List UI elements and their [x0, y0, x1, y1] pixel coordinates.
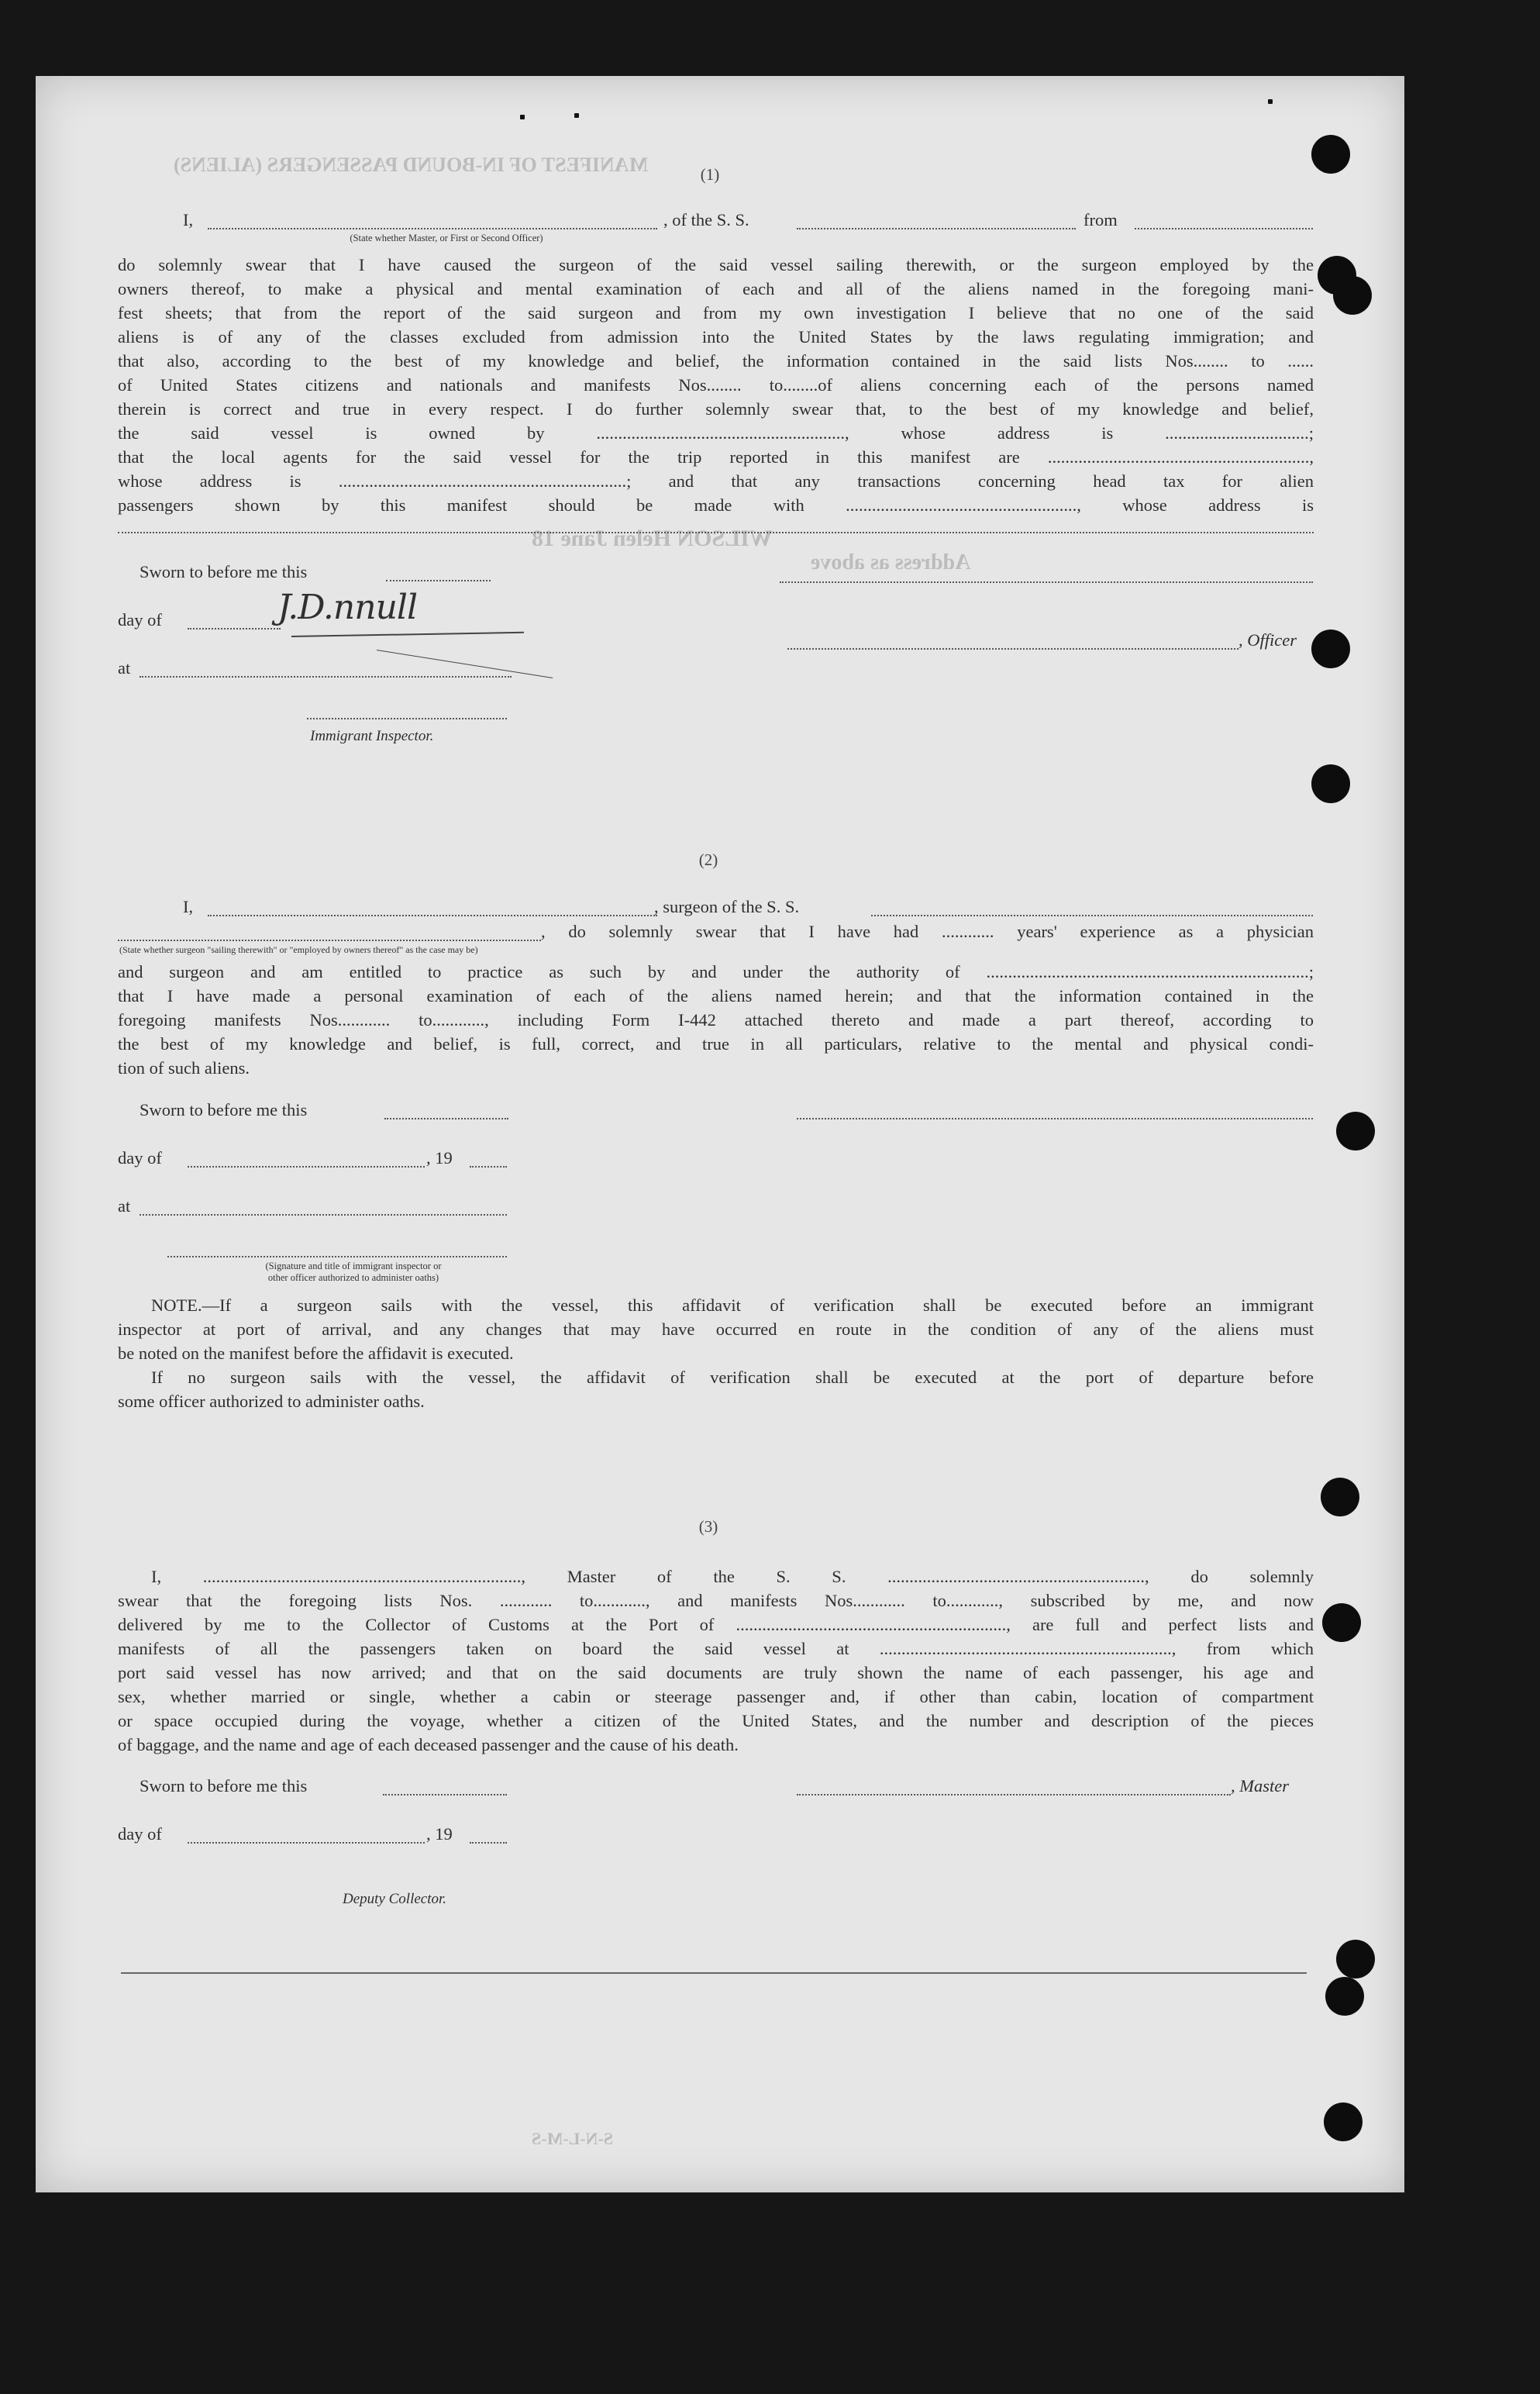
- oath-line: that I have made a personal examination of each of the aliens named herein; and that the information contained in the: [118, 986, 1314, 1006]
- from-label: from: [1084, 210, 1118, 229]
- day-of-label: day of: [118, 1148, 162, 1168]
- surgeon-status-note: (State whether surgeon "sailing therewith" or "employed by owners thereof" as the case may be): [119, 944, 478, 955]
- year-label: , 19: [426, 1824, 453, 1844]
- oath-line: therein is correct and true in every respect. I do further solemnly swear that, to the best of my knowledge and belief,: [118, 399, 1314, 419]
- sworn-label: Sworn to before me this: [140, 1776, 308, 1796]
- officer-rank-note: (State whether Master, or First or Second Officer): [350, 233, 543, 243]
- day-of-blank: [188, 1166, 425, 1168]
- scan-speck: [1268, 99, 1273, 104]
- surgeon-status-blank: [118, 940, 541, 941]
- inspector-signature: J.D.nnull: [277, 588, 418, 627]
- bleed-through-text: S-N-L-M-S: [532, 2129, 614, 2148]
- section-2-pronoun: I,: [183, 897, 194, 916]
- master-signature-blank: [797, 1794, 1231, 1796]
- punch-hole: [1322, 1603, 1361, 1642]
- oath-line: tion of such aliens.: [118, 1058, 250, 1078]
- officer-signature-blank: [787, 648, 1239, 650]
- surgeon-name-blank: [208, 915, 657, 916]
- bleed-through-text: WILSON Helen Jane 18: [532, 526, 773, 551]
- section-1-number: (1): [700, 165, 720, 184]
- signature-title-note: (Signature and title of immigrant inspector or: [265, 1261, 442, 1271]
- sworn-day-blank: [386, 580, 491, 581]
- ship-label: , of the S. S.: [663, 210, 749, 229]
- oath-line: foregoing manifests Nos............ to............, including Form I-442 attached thereto and made a part thereof, according to: [118, 1010, 1314, 1030]
- inspector-signature-blank: [167, 1256, 507, 1257]
- scan-speck: [520, 115, 525, 119]
- surgeon-signature-blank: [797, 1118, 1313, 1119]
- note-line: some officer authorized to administer oaths.: [118, 1392, 425, 1411]
- day-of-label: day of: [118, 610, 162, 630]
- year-blank: [470, 1166, 507, 1168]
- oath-line: port said vessel has now arrived; and that on the said documents are truly shown the name of each passenger, his age and: [118, 1663, 1314, 1682]
- oath-line: or space occupied during the voyage, whether a citizen of the United States, and the number and description of the pieces: [118, 1711, 1314, 1730]
- oath-line: the said vessel is owned by ........................................................., whose address is .................................;: [118, 423, 1314, 443]
- years-experience-line: , do solemnly swear that I have had ............ years' experience as a physician: [541, 922, 1314, 941]
- deputy-collector-label: Deputy Collector.: [343, 1891, 447, 1907]
- oath-line: I, ........................................................................., Master of the S. S. ..........................................................., do solemnly: [151, 1567, 1314, 1586]
- signature-underline: [291, 632, 524, 637]
- oath-line: sex, whether married or single, whether a cabin or steerage passenger and, if other than cabin, location of compartment: [118, 1687, 1314, 1706]
- officer-name-blank: [208, 228, 657, 229]
- section-1-oath-paragraph: [118, 253, 1314, 517]
- note-line: NOTE.—If a surgeon sails with the vessel, this affidavit of verification shall be executed before an immigrant: [151, 1295, 1314, 1315]
- immigrant-inspector-label: Immigrant Inspector.: [310, 728, 434, 744]
- day-of-blank: [188, 628, 281, 630]
- day-of-label: day of: [118, 1824, 162, 1844]
- sworn-day-blank: [383, 1794, 507, 1796]
- officer-label: , Officer: [1239, 630, 1297, 650]
- oath-line: whose address is ..................................................................; and that any transactions concerning head tax for alien: [118, 471, 1314, 491]
- bleed-through-text: Address as above: [811, 550, 971, 574]
- oath-line: do solemnly swear that I have caused the surgeon of the said vessel sailing therewith, or the surgeon employed by the: [118, 255, 1314, 274]
- year-label: , 19: [426, 1148, 453, 1168]
- punch-hole: [1333, 276, 1372, 315]
- day-of-blank: [188, 1842, 425, 1844]
- oath-line: the best of my knowledge and belief, is full, correct, and true in all particulars, relative to the mental and physical condi-: [118, 1034, 1314, 1054]
- at-place-blank: [140, 1214, 507, 1216]
- punch-hole: [1311, 135, 1350, 174]
- scan-speck: [574, 113, 579, 118]
- oath-line: of baggage, and the name and age of each deceased passenger and the cause of his death.: [118, 1735, 739, 1754]
- punch-hole: [1325, 1977, 1364, 2016]
- oath-line: owners thereof, to make a physical and mental examination of each and all of the aliens named in the foregoing mani-: [118, 279, 1314, 298]
- punch-hole: [1321, 1478, 1359, 1516]
- note-line: inspector at port of arrival, and any changes that may have occurred en route in the condition of any of the aliens must: [118, 1319, 1314, 1339]
- oath-line: manifests of all the passengers taken on board the said vessel at ..................................................................., from which: [118, 1639, 1314, 1658]
- section-1-pronoun: I,: [183, 210, 194, 229]
- sworn-label: Sworn to before me this: [140, 1100, 308, 1119]
- oath-line: and surgeon and am entitled to practice as such by and under the authority of ..........................................................................;: [118, 962, 1314, 981]
- oath-line: passengers shown by this manifest should be made with ....................................................., whose address is: [118, 495, 1314, 515]
- oath-line: fest sheets; that from the report of the said surgeon and from my own investigation I believe that no one of the said: [118, 303, 1314, 323]
- surgeon-ship-blank: [871, 915, 1313, 916]
- bottom-rule: [121, 1972, 1307, 1974]
- ship-name-blank: [797, 228, 1076, 229]
- paper-sheet: [36, 76, 1404, 2192]
- master-label: , Master: [1231, 1776, 1289, 1796]
- punch-hole: [1324, 2103, 1363, 2141]
- at-label: at: [118, 658, 131, 678]
- at-label: at: [118, 1196, 131, 1216]
- inspector-signature-blank: [307, 718, 507, 719]
- punch-hole: [1311, 630, 1350, 668]
- year-blank: [470, 1842, 507, 1844]
- note-line: be noted on the manifest before the affidavit is executed.: [118, 1344, 514, 1363]
- punch-hole: [1336, 1940, 1375, 1978]
- note-paragraph: [118, 1293, 1314, 1413]
- agent-address-blank: [118, 532, 1314, 533]
- section-3-number: (3): [698, 1517, 718, 1536]
- punch-hole: [1311, 764, 1350, 803]
- from-port-blank: [1135, 228, 1313, 229]
- note-line: If no surgeon sails with the vessel, the affidavit of verification shall be executed at the port of departure before: [151, 1368, 1314, 1387]
- at-place-blank: [140, 676, 512, 678]
- bleed-through-text: MANIFEST OF IN-BOUND PASSENGERS (ALIENS): [174, 154, 649, 176]
- signature-title-note: other officer authorized to administer oaths): [267, 1272, 439, 1283]
- sworn-day-blank: [384, 1118, 508, 1119]
- oath-line: delivered by me to the Collector of Customs at the Port of .............................................................., are full and perfect lists and: [118, 1615, 1314, 1634]
- oath-line: aliens is of any of the classes excluded from admission into the United States by the laws regulating immigration; and: [118, 327, 1314, 347]
- signature-stroke: [377, 650, 553, 678]
- section-3-oath-paragraph: [118, 1564, 1314, 1757]
- officer-signature-top-blank: [780, 581, 1313, 583]
- oath-line: that also, according to the best of my knowledge and belief, the information contained in the said lists Nos........ to ......: [118, 351, 1314, 371]
- oath-line: of United States citizens and nationals and manifests Nos........ to........of aliens concerning each of the persons named: [118, 375, 1314, 395]
- sworn-label: Sworn to before me this: [140, 562, 308, 581]
- section-2-number: (2): [698, 850, 718, 869]
- oath-line: swear that the foregoing lists Nos. ............ to............, and manifests Nos............ to............, subscribed by me, and now: [118, 1591, 1314, 1610]
- punch-hole: [1336, 1112, 1375, 1150]
- section-2-oath-paragraph: [118, 960, 1314, 1080]
- oath-line: that the local agents for the said vessel for the trip reported in this manifest are ............................................................,: [118, 447, 1314, 467]
- surgeon-ship-label: , surgeon of the S. S.: [654, 897, 800, 916]
